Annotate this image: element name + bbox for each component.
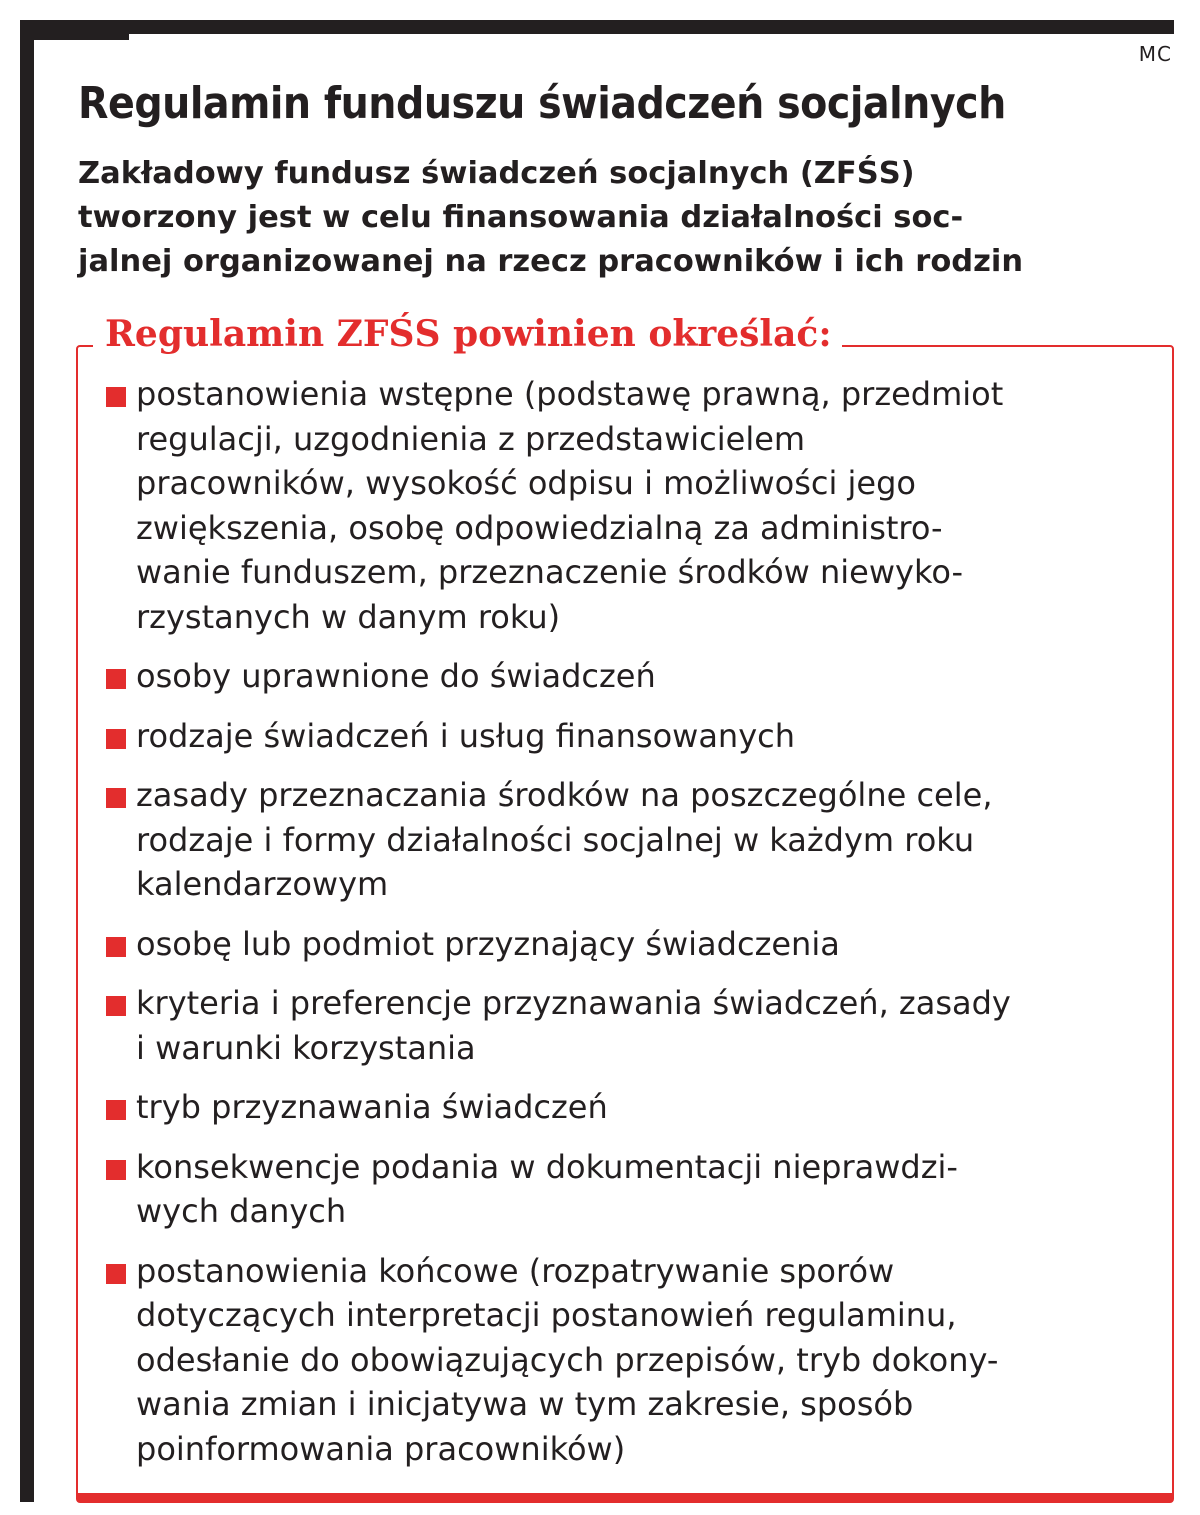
list-item-line: wania zmian i inicjatywa w tym zakresie, sposób: [136, 1385, 914, 1423]
list-item-line: konsekwencje podania w dokumentacji nieprawdzi-: [136, 1147, 958, 1186]
red-square-bullet-icon: [106, 669, 126, 689]
list-item-line: regulacji, uzgodnienia z przedstawicielem: [136, 419, 806, 458]
top-rule-notch: [34, 34, 129, 40]
list-item: [106, 773, 1166, 907]
red-square-bullet-icon: [106, 387, 126, 407]
list-item: [106, 1145, 1166, 1234]
list-item-line: rodzaje świadczeń i usług finansowanych: [136, 716, 796, 755]
list-item-line: kalendarzowym: [136, 865, 389, 903]
list-item-line: osoby uprawnione do świadczeń: [136, 657, 656, 695]
requirements-list: [106, 372, 1166, 1486]
box-title: Regulamin ZFŚS powinien określać:: [93, 310, 842, 358]
list-item: [106, 922, 1166, 967]
list-item-line: zwiększenia, osobę odpowiedzialną za administro-: [136, 508, 943, 547]
red-square-bullet-icon: [106, 1264, 126, 1284]
list-item: [106, 714, 1166, 759]
list-item: [106, 1249, 1166, 1472]
list-item-line: postanowienia końcowe (rozpatrywanie sporów: [136, 1251, 895, 1290]
author-credit: MC: [1138, 42, 1172, 66]
list-item-line: rodzaje i formy działalności socjalnej w każdym roku: [136, 820, 975, 859]
red-square-bullet-icon: [106, 1100, 126, 1120]
list-item-line: dotyczących interpretacji postanowień regulaminu,: [136, 1296, 957, 1334]
list-item-line: pracowników, wysokość odpisu i możliwości jego: [136, 464, 916, 502]
page-title: Regulamin funduszu świadczeń socjalnych: [78, 78, 1006, 129]
list-item-line: kryteria i preferencje przyznawania świadczeń, zasady: [136, 984, 1011, 1022]
red-square-bullet-icon: [106, 937, 126, 957]
list-item: [106, 981, 1166, 1070]
list-item-line: odesłanie do obowiązujących przepisów, tryb dokony-: [136, 1340, 999, 1379]
list-item-line: wanie funduszem, przeznaczenie środków niewyko-: [136, 553, 964, 591]
intro-line: Zakładowy fundusz świadczeń socjalnych (ZFŚS): [78, 156, 915, 191]
list-item-line: zasady przeznaczania środków na poszczególne cele,: [136, 776, 993, 814]
left-rule: [20, 20, 34, 1502]
list-item: [106, 372, 1166, 639]
intro-line: tworzony jest w celu finansowania działalności soc-: [78, 200, 964, 235]
intro-paragraph: [78, 152, 1178, 284]
red-square-bullet-icon: [106, 996, 126, 1016]
list-item: [106, 654, 1166, 699]
red-square-bullet-icon: [106, 729, 126, 749]
top-rule: [20, 20, 1174, 34]
list-item-line: rzystanych w danym roku): [136, 597, 561, 636]
list-item-line: wych danych: [136, 1192, 347, 1230]
list-item-line: osobę lub podmiot przyznający świadczenia: [136, 924, 840, 963]
intro-line: jalnej organizowanej na rzecz pracowników i ich rodzin: [78, 244, 1024, 279]
list-item: [106, 1085, 1166, 1130]
list-item-line: postanowienia wstępne (podstawę prawną, przedmiot: [136, 375, 1004, 413]
red-square-bullet-icon: [106, 788, 126, 808]
red-square-bullet-icon: [106, 1160, 126, 1180]
list-item-line: i warunki korzystania: [136, 1028, 476, 1067]
list-item-line: poinformowania pracowników): [136, 1429, 626, 1468]
list-item-line: tryb przyznawania świadczeń: [136, 1088, 608, 1126]
